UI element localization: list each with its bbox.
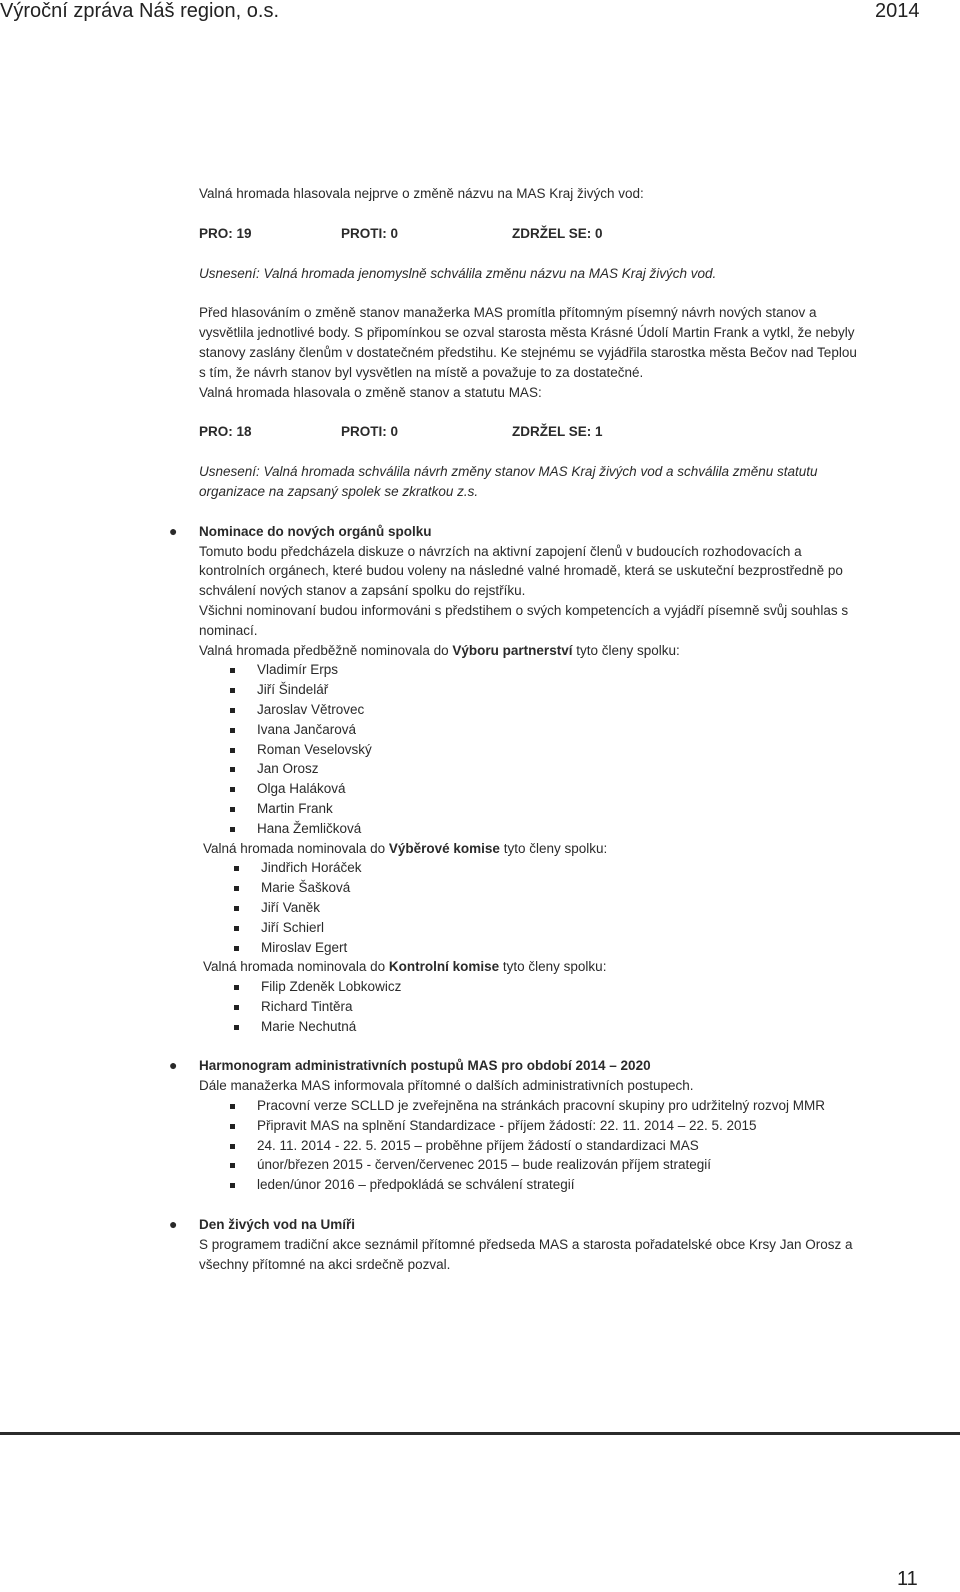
section-heading: Nominace do nových orgánů spolku [199,523,432,539]
vote1-results [199,224,859,244]
list-item: Vladimír Erps [257,660,859,680]
list-item: Olga Haláková [257,779,859,799]
bullet-icon: ● [169,522,178,539]
list-item: únor/březen 2015 - červen/červenec 2015 – bude realizován příjem strategií [257,1155,859,1175]
list-vyberova [199,858,859,957]
section-text: Tomuto bodu předcházela diskuze o návrzích na aktivní zapojení členů v budoucích rozhodovacích a kontrolních orgánech, které budou voleny na následné valné hromadě, která se uskuteční bezprostředně po schválení nových stanov a zapsání spolku do rejstříku. [199,543,843,599]
vote2-zdrzel: ZDRŽEL SE: 1 [512,424,603,440]
vote1-pro: PRO: 19 [199,225,252,241]
list-item: Martin Frank [257,799,859,819]
section-heading: Harmonogram administrativních postupů MAS pro období 2014 – 2020 [199,1058,651,1074]
list-item: 24. 11. 2014 - 22. 5. 2015 – proběhne příjem žádostí o standardizaci MAS [257,1136,859,1156]
resolution1: Usnesení: Valná hromada jenomyslně schválila změnu názvu na MAS Kraj živých vod. [199,265,717,281]
vote2-intro: Valná hromada hlasovala o změně stanov a statutu MAS: [199,384,542,400]
list-item: Richard Tintěra [261,997,859,1017]
list-item: leden/únor 2016 – předpokládá se schválení strategií [257,1175,859,1195]
group-intro: Valná hromada předběžně nominovala do Výboru partnerství tyto členy spolku: [199,642,680,658]
list-item: Filip Zdeněk Lobkowicz [261,977,859,997]
list-item: Pracovní verze SCLLD je zveřejněna na stránkách pracovní skupiny pro udržitelný rozvoj MMR [257,1096,859,1116]
group-intro: Valná hromada nominovala do Výběrové komise tyto členy spolku: [203,840,608,856]
vote2-proti: PROTI: 0 [341,424,399,440]
footer-divider [0,1432,960,1435]
list-item: Připravit MAS na splnění Standardizace - příjem žádostí: 22. 11. 2014 – 22. 5. 2015 [257,1116,859,1136]
vote2-pro: PRO: 18 [199,424,252,440]
list-kontrolni [199,977,859,1036]
section-text: Všichni nominovaní budou informováni s předstihem o svých kompetencích a vyjádří písemně svůj souhlas s nominací. [199,602,849,638]
group-intro: Valná hromada nominovala do Kontrolní komise tyto členy spolku: [203,959,607,975]
list-item: Miroslav Egert [261,938,859,958]
section-heading: Den živých vod na Umíři [199,1217,356,1233]
vote1-proti: PROTI: 0 [341,225,399,241]
list-item: Jaroslav Větrovec [257,700,859,720]
list-item: Jindřich Horáček [261,858,859,878]
bullet-icon: ● [169,1216,178,1233]
section-den-zivych-vod [169,1215,859,1274]
para-stanovy: Před hlasováním o změně stanov manažerka MAS promítla přítomným písemný návrh nových stanov a vysvětlila jednotlivé body. S připomínkou se ozval starosta města Krásné Údolí Martin Frank a vytkl, že nebyly stanovy zaslány členům v dostatečném předstihu. Ke stejnému se vyjádřila starostka města Bečov nad Teplou s tím, že návrh stanov byl vysvětlen na místě a považuje to za dostatečné. [199,305,857,380]
list-item: Marie Nechutná [261,1017,859,1037]
list-item: Roman Veselovský [257,740,859,760]
scanned-minutes [169,184,859,1274]
list-item: Jiří Šindelář [257,680,859,700]
resolution2: Usnesení: Valná hromada schválila návrh změny stanov MAS Kraj živých vod a schválila změnu statutu organizace na zapsaný spolek se zkratkou z.s. [199,464,818,499]
list-item: Jiří Schierl [261,918,859,938]
list-item: Marie Šašková [261,878,859,898]
list-harmonogram [199,1096,859,1195]
header-title: Výroční zpráva Náš region, o.s. [0,0,280,22]
section-nominace [169,522,859,1037]
header-year: 2014 [875,0,920,22]
list-item: Jan Orosz [257,759,859,779]
list-item: Ivana Jančarová [257,720,859,740]
list-item: Hana Žemličková [257,819,859,839]
vote1-intro: Valná hromada hlasovala nejprve o změně názvu na MAS Kraj živých vod: [199,186,644,201]
section-text: S programem tradiční akce seznámil přítomné předseda MAS a starosta pořadatelské obce Krsy Jan Orosz a všechny přítomné na akci srdečně pozval. [199,1236,853,1272]
page-number: 11 [897,1568,918,1590]
vote1-zdrzel: ZDRŽEL SE: 0 [512,225,603,241]
vote2-results [199,422,859,442]
list-item: Jiří Vaněk [261,898,859,918]
bullet-icon: ● [169,1057,178,1074]
section-harmonogram [169,1056,859,1195]
section-text: Dále manažerka MAS informovala přítomné o dalších administrativních postupech. [199,1078,694,1094]
list-vybor [199,660,859,838]
